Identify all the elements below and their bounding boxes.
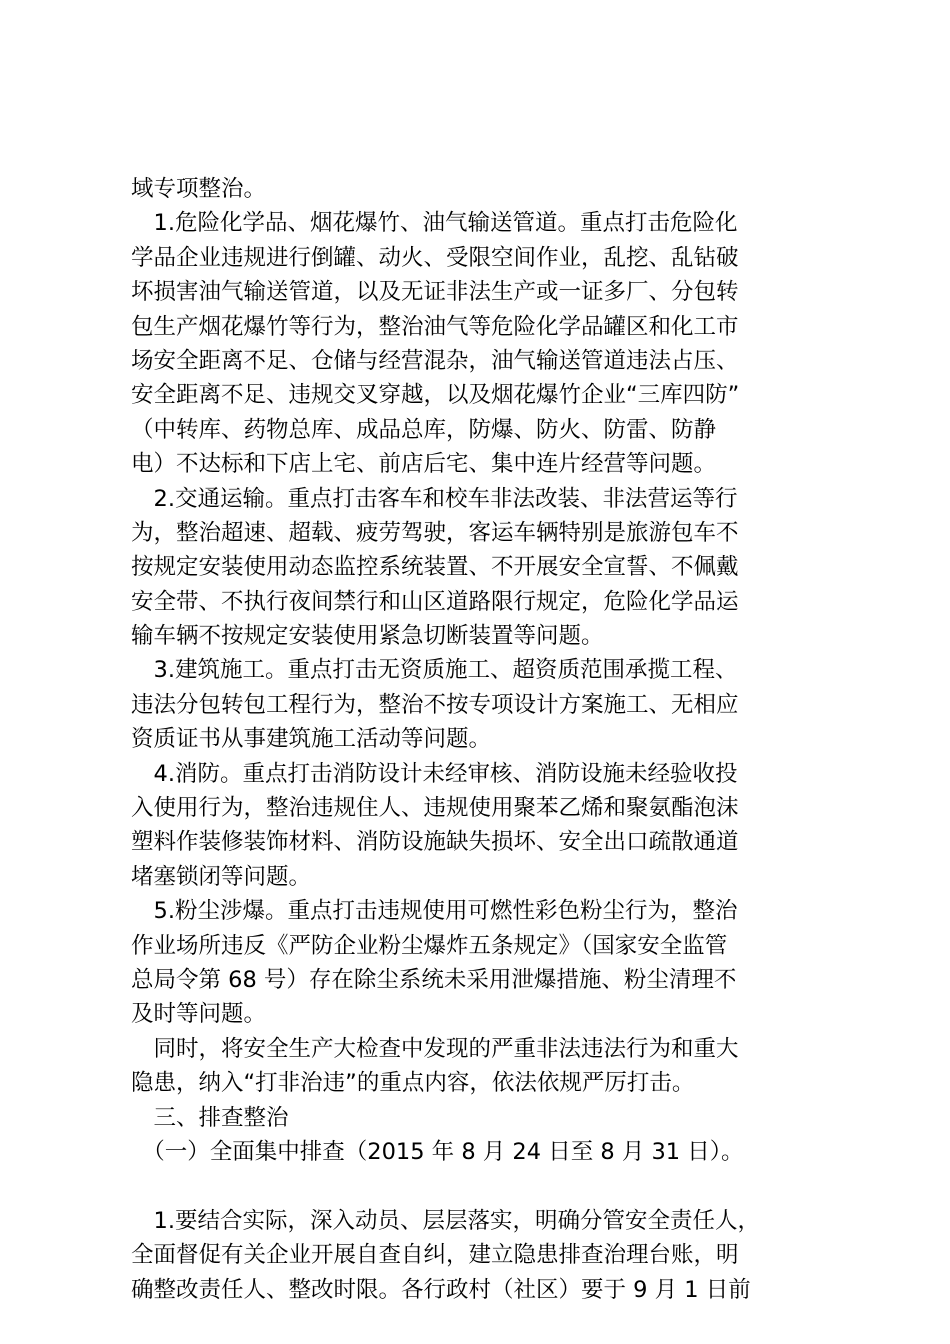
text-line: 作业场所违反《严防企业粉尘爆炸五条规定》（国家安全监管 xyxy=(131,932,728,959)
text-line: 堵塞锁闭等问题。 xyxy=(131,863,312,890)
text-line: 输车辆不按规定安装使用紧急切断装置等问题。 xyxy=(131,623,604,650)
text-line: 塑料作装修装饰材料、消防设施缺失损坏、安全出口疏散通道 xyxy=(131,829,739,856)
text-line: 安全带、不执行夜间禁行和山区道路限行规定，危险化学品运 xyxy=(131,588,739,615)
document-body xyxy=(131,172,831,1307)
text-line: （中转库、药物总库、成品总库，防爆、防火、防雷、防静 xyxy=(131,416,717,443)
text-line: 入使用行为，整治违规住人、违规使用聚苯乙烯和聚氨酯泡沫 xyxy=(131,795,739,822)
text-line: 安全距离不足、违规交叉穿越，以及烟花爆竹企业“三库四防” xyxy=(131,382,740,409)
text-line: 隐患，纳入“打非治违”的重点内容，依法依规严厉打击。 xyxy=(131,1070,695,1097)
text-line: 4.消防。重点打击消防设计未经审核、消防设施未经验收投 xyxy=(131,760,738,787)
text-line: 3.建筑施工。重点打击无资质施工、超资质范围承揽工程、 xyxy=(131,657,738,684)
subsection-heading: （一）全面集中排查（2015 年 8 月 24 日至 8 月 31 日）。 xyxy=(131,1138,744,1165)
blank-line xyxy=(131,1169,831,1203)
text-line: 5.粉尘涉爆。重点打击违规使用可燃性彩色粉尘行为，整治 xyxy=(131,898,738,925)
text-line: 总局令第 68 号）存在除尘系统未采用泄爆措施、粉尘清理不 xyxy=(131,966,737,993)
text-line: 包生产烟花爆竹等行为，整治油气等危险化学品罐区和化工市 xyxy=(131,313,739,340)
text-line: 坏损害油气输送管道，以及无证非法生产或一证多厂、分包转 xyxy=(131,279,739,306)
text-line: 按规定安装使用动态监控系统装置、不开展安全宣誓、不佩戴 xyxy=(131,554,739,581)
section-heading: 三、排查整治 xyxy=(131,1104,289,1131)
text-line: 域专项整治。 xyxy=(131,176,267,202)
text-line: 违法分包转包工程行为，整治不按专项设计方案施工、无相应 xyxy=(131,691,739,718)
text-line: 同时，将安全生产大检查中发现的严重非法违法行为和重大 xyxy=(131,1035,739,1062)
text-line: 1.要结合实际，深入动员、层层落实，明确分管安全责任人， xyxy=(131,1207,760,1234)
text-line: 1.危险化学品、烟花爆竹、油气输送管道。重点打击危险化 xyxy=(131,210,738,237)
text-line: 场安全距离不足、仓储与经营混杂，油气输送管道违法占压、 xyxy=(131,347,739,374)
text-line: 为，整治超速、超载、疲劳驾驶，客运车辆特别是旅游包车不 xyxy=(131,519,739,546)
text-line: 确整改责任人、整改时限。各行政村（社区）要于 9 月 1 日前 xyxy=(131,1276,751,1303)
text-line: 2.交通运输。重点打击客车和校车非法改装、非法营运等行 xyxy=(131,485,738,512)
text-line: 电）不达标和下店上宅、前店后宅、集中连片经营等问题。 xyxy=(131,451,717,478)
text-line: 学品企业违规进行倒罐、动火、受限空间作业，乱挖、乱钻破 xyxy=(131,244,739,271)
text-line: 及时等问题。 xyxy=(131,1001,267,1028)
text-line: 资质证书从事建筑施工活动等问题。 xyxy=(131,726,492,753)
text-line: 全面督促有关企业开展自查自纠，建立隐患排查治理台账，明 xyxy=(131,1242,739,1269)
